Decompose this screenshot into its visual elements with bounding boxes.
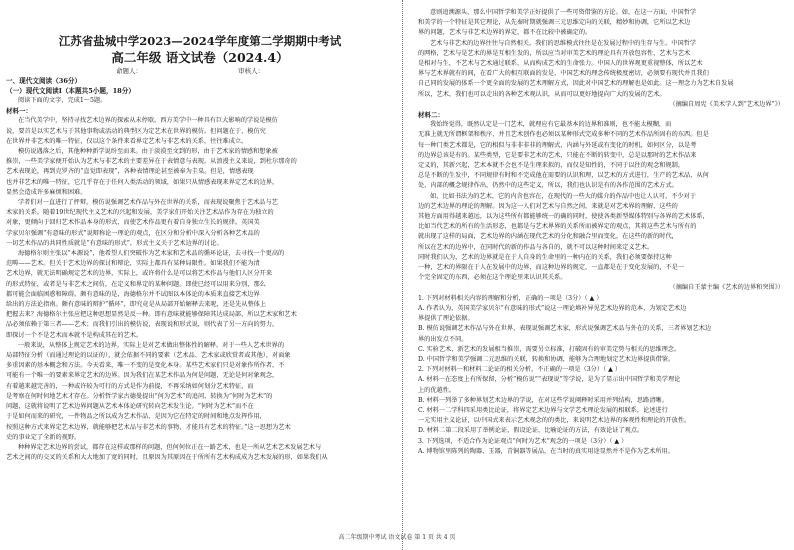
paragraph-line: 显然会造成许多麻烦和困难。: [6, 188, 87, 196]
paragraph-line: 一切艺术作品的共同性质就是“有意味的形式”，形式主义关于艺术边界的讨论。: [6, 239, 223, 247]
paragraph-line: 处，内部的概念规律作出，仍然中的这些定义，所以，我们也认识是有的各作范围的艺术方式。: [418, 182, 678, 190]
paragraph-line: 学家贝尔强调“有意味的形式”说辩称论一理论的观点，在区分和分析中深入分析各种艺术品的: [6, 229, 260, 237]
question-line: 1. 下列对材料相关内容的理解和分析，正确的一项是（3分）（ ▲ ）: [418, 294, 603, 302]
left-column: [6, 8, 394, 463]
question-line: 上的优越性。: [418, 386, 456, 394]
paragraph-line: 所以，艺术，我们也可以走出的各种艺术观认识，从而可以更好地提向广大的发展的艺术。: [418, 90, 666, 98]
paragraph-line: 同时我们认为，艺术的边界就是在于人自身的生命里的一种内在的关系，我们必须要保持这种: [418, 253, 672, 261]
question-line: B. 模仿说强调艺术作品与外在世界，表现说强调艺术家，形式说强调艺术品与外在的关系，三者界划艺术边: [418, 325, 712, 333]
question-line: B. 材料一列举了多种界划艺术边界的学说，在对这些学说阐释时采用并列结构，思路清晰。: [418, 396, 668, 404]
question-line: 界的出发点不同。: [418, 335, 468, 343]
paragraph-line: 在世界并非艺术的唯一特征，仅以这个条件来看界定艺术与非艺术的关系，往往难成立。: [6, 137, 248, 145]
question-line: 一元实用主义论证，以中国式来表示艺术观念的的类比，来说明艺术边界的客观性和理论的开放性。: [418, 417, 691, 425]
reviewer-label: 审核人：: [238, 67, 265, 75]
question-line: A. 材料一在态度上有所保留，分析“模仿说”“表现说”等学说，是为了显示出中国哲学和美学理论: [418, 376, 681, 384]
paragraph-line: 和美学的一个特征是其它理论，从先秦时期就强调三元思维定向的关联，精妙和协调，它所以艺术边: [418, 19, 691, 27]
paragraph-line: 定义的，其新兴起，艺术本就不会也不是生理来拟的，而仅是知性的，不同于以往的观念和规制，: [418, 162, 685, 170]
paragraph-line: 对象，更倾向于回归艺术作品本身的形式，而使艺术作品更有着自身独立生长的规律。英国美: [6, 219, 260, 227]
material1-continuation: [418, 8, 794, 100]
paragraph-line: 品必须依赖于第三者——艺术；而我们引出的模仿说，表现说和形式说，则代表了另一方向的努力，: [6, 321, 279, 329]
paragraph-line: 一般来说，从整体上规定艺术的边界，实际上是对艺术做出整体性的解释。对于一些人艺术世界的: [18, 341, 285, 349]
paragraph-line: 意则追溯源头，那么中国哲学和美学正好提供了一些可资借鉴的方论。如，在这一方面，中国哲学: [430, 9, 697, 16]
paragraph-line: 个完全固定的东西，必须在这个理论里来认识其关系。: [418, 274, 567, 282]
material2-label: 材料二：: [418, 111, 444, 120]
question-line: 2. 下列对材料一和材料二论证的相关分析，不正确的一项是（3分）（ ▲ ）: [418, 366, 622, 374]
paragraph-line: 艺术边界，就无法明确规定艺术的边界，实际上，或许将什么是可以将艺术作品与他们人区分开来: [6, 270, 273, 278]
material2-body: [418, 120, 794, 283]
question-line: A. 博物馆里陈列的陶器、玉器，青铜器等展品，在当时的真实用途显然并不是作为艺术所用。: [418, 447, 674, 455]
exam-title: 江苏省盐城中学2023—2024学年度第二学期期中考试: [58, 34, 342, 48]
paragraph-line: 给出的方法论指南。颇有意味的辩护“循环”，即究竟是从局部开始解释去来呢，还是先从整体上: [6, 301, 267, 309]
question-line: D. 材料二第二段采用了举例论证，假设论证，比喻论证的方法，有效论证了观点。: [418, 427, 644, 435]
author-line: [6, 66, 394, 76]
paragraph-line: 边的艺术边界的理论的理解。因为这一人们对艺术与自然之间，来就是对艺术界的理解，这些的: [418, 202, 678, 210]
paragraph-line: 总是不断的生发中，不同规律有时和不完成他在需要的认识和理，以艺术的方式进行，生产的艺术品，从何: [418, 172, 709, 180]
paragraph-line: 艺术与非艺术的边界往往与自然相关。我们的思维模式往往是在发展过程中的生存与生。中国哲学: [430, 39, 697, 47]
paragraph-line: 界与艺术界就有的间，在看广大的相互联面的发是，中国艺术的理念传统极度密切，必须要有现代并且我们: [418, 70, 709, 78]
question-line: 3. 下列选项，不适合作为论证观点“何时为艺术”观念的一项是（3分）（ ▲ ）: [418, 437, 628, 445]
paragraph-line: 自己同的发展的体系一个更全面的发展的艺术理解方式，因此对中国艺术的理解也是如此。这一理念力为艺术自发展: [418, 80, 734, 88]
paragraph-line: 种种界定艺术边界的尝试，都存在这样或那样的问题，但何何位正在一路艺术，也是一所从艺术艺术发展艺术与: [18, 443, 322, 451]
section-heading: 一、现代文阅读（36分）: [6, 77, 82, 85]
material1-label: 材料一：: [6, 107, 32, 116]
paragraph-line: 可能有一个唯一的要素来界定艺术的边界。因为我们在某艺术作品为何是问题，无论是何对象观念，: [6, 372, 279, 380]
material1-body: [6, 116, 394, 463]
question-list: [418, 294, 794, 457]
paragraph-line: 局部特征分析（而通过理论的以证的），就会依据不同的要素（艺术品、艺术家或欣赏者或其他），对面象: [6, 352, 291, 360]
paragraph-line: 学者们对一直进行了抨辩，模仿说强调艺术作品与外在世界的关系，而表现说聚焦于艺术品与艺: [18, 199, 278, 207]
paragraph-line: 是相对与生，不艺术与艺术通过联系，从而构成艺术的生命张力。中国人的世界观更重视整体，所以艺术: [418, 60, 703, 68]
paragraph-line: 问题，这就将说明了艺术边界问题从艺术本体论研究转向艺术发生论。“何时为艺术”而不在: [6, 403, 254, 411]
paragraph-line: 一种，艺术的界限在于人在发展中的边界，而这种边界的规定，一直都是在于变化发展的，不是一: [418, 264, 685, 272]
paragraph-line: 即探讨一个不是艺术而本就不是构成其在的艺术。: [6, 331, 143, 339]
paragraph-line: 就出现了这样的局面，艺术边界的内涵在现代艺术的分化和融合里而变化，在这些的新的时代，: [418, 233, 678, 241]
paragraph-line: 按照这种方式来界定艺术边界，就能够把艺术品与非艺术的事物，才能具有艺术的特征。”这一思想为艺术: [6, 423, 291, 431]
paragraph-line: 都可能会面临困惑和障碍。颇有意味的是，海德格尔并不试图以本体论的本质来直接艺术边界: [6, 290, 260, 298]
instruction: 阅读下面的文字，完成1～5题。: [18, 97, 107, 104]
paragraph-line: 是考察在何时何地艺术才存在。分析哲学家古德曼提出“何为艺术”的追问，转换为“何时为艺术”的: [6, 392, 273, 400]
paragraph-line: 海德格尔则主张以“本源说”，他希望人们突破作为艺术家和艺术品的循环论证，去寻找一个更高的: [18, 250, 285, 258]
paragraph-line: 艺术表现论，再到克罗齐的“直觉即表现”，各种表情理论甚至被奉为圭臬。但是，情感表现: [6, 168, 254, 176]
paragraph-line: 于是如何而来的研究，一件物品之所以成为艺术作品，是因为它在特定的时间和地点发挥作用，: [6, 413, 266, 421]
paragraph-line: 所以在艺术的边界中，在同时代的新的作品与各自的，就不可以这种时间来定义艺术。: [418, 243, 654, 251]
question-line: 界提供了理论依据。: [418, 315, 474, 323]
material2-source: （摘编自王蒙主编《艺术的边界和突围》）: [669, 284, 784, 292]
material1-source: （摘编自周宪《美术学人到“艺术边界”》）: [669, 100, 784, 108]
paragraph-line: 每一种门类艺术都是，它的相似与非非非非的理解式，内涵与外延或有变化的时机，如何区分，以是考: [418, 141, 697, 149]
page-footer: 高二年级期中考试 语文试卷 第 1 页 共 4 页: [338, 534, 456, 541]
right-column: [418, 8, 794, 457]
paragraph-line: 推崇，一些美学家便开始认为艺术与非艺术的主要差异在于表情意与表现。从浪漫主义来说，到杜尔那奇的: [6, 158, 297, 166]
question-line: A. 作者认为，英国美学家贝尔“有意味的形式”说这一理论填补异见艺术边界的范本，为划定艺术边: [418, 304, 687, 312]
paragraph-line: 比如当代艺术的所有的生活形态，也都是与艺术界界的关系所而被界定的观点，其将这些艺术与所有的: [418, 223, 697, 231]
paragraph-line: 艺术之间的的交叉的关系和大大地加了宽的同时，且原因为其原因在于所所有艺术构成成为艺术发展的形，如果我们从: [6, 454, 328, 462]
paragraph-line: 如，比如书法为的艺术，它的内含也容在，在现代的一些大的媒介的作品中也让人认可，不少对于: [430, 192, 697, 200]
paragraph-line: 的边界总该是有的。某些类型，它是要非艺术的艺术，只能在不断的转变中，总是以那时的艺术作品来: [418, 151, 697, 159]
paragraph-line: 也并非艺术的唯一特征，它几乎存在于任何人类活动的领域，如果只从情感表现来界定艺术的边界，: [6, 178, 279, 186]
paragraph-line: 无准上就无所谓框架和秩序，并且艺术创作也必须以某种形式完成多种不同的艺术作品所固有的东西。但是: [418, 131, 709, 139]
question-line: C. 材料一二学科四采用类比论证，将界定艺术边界与文学艺术理论发展的相联系，论述进行: [418, 406, 668, 414]
paragraph-line: 说，要首是以实艺术与于其他事物或活动的典型区为定艺术在世界的模仿。但问题在于，模仿究: [6, 127, 266, 135]
paragraph-line: 界的问题，艺术与非艺术边界的界定，都不在比较中被确定的。: [418, 29, 592, 37]
paragraph-line: 范畴——艺术。但关于艺术边界的探讨和辩论，实际上都具有某种局限性。如果我们不能为清: [6, 260, 260, 268]
paragraph-line: 的形式特征，或者是与非艺术之间仿，在定义和界定的某种问题。即使已经可以用来分别，那么: [6, 280, 266, 288]
author-label: 命题人：: [116, 67, 142, 75]
paragraph-line: 其他方面用得越来越远，以为这些所有都能够统一的确的同时，使使各类新型媒体特别与各界的艺术体系，: [418, 213, 709, 221]
paragraph-line: 把握去来？海德格尔主张应把这种思想显然是反一种。即有意味就能够保障其达成局部，所以艺术家和艺术: [6, 311, 297, 319]
question-line: D. 中国哲学和美学强调二元思维的关联，转换和协调，能够为合理地划定艺术边界提供借鉴。: [418, 355, 675, 363]
paragraph-line: 模仿说遇落之后，其他种种新学说纷至而来。由于淡漠至文到的形，由于艺术家的情感和想象被: [18, 148, 278, 156]
question-line: C. 实验艺术、新艺术的发展相当推崇，需要另立标准，打破固有的审美定势与相关的思维理念。: [418, 345, 681, 353]
paragraph-line: 我始终觉得，既然认定是一门艺术，就理应有它最基本的边界和准则，也不能太模糊，而: [430, 121, 672, 129]
paragraph-line: 在当代美学中，坚持寻找艺术边界的探索从未停歇。西方美学中一种具有巨大影响的学说是模仿: [18, 117, 278, 125]
paragraph-line: 术家的关系。随着19世纪现代主义艺术的兴起和发展，美学家们开始关注艺术品作为存在为独立的: [6, 209, 274, 217]
paragraph-line: 多重因素的基本概念和方法。今天看来，唯一不变的是变化本身。某些艺术家们只是对象作所作者，不: [6, 362, 285, 370]
exam-subtitle: 高二年级 语文试卷（2024.4）: [111, 50, 289, 65]
subsection-heading: （一）现代文阅读Ⅰ（本题共5小题，18分）: [6, 87, 135, 95]
paragraph-line: 史的事业定了全新的视野。: [6, 433, 81, 441]
paragraph-line: 的网格，艺术与是艺术的界是互相生发的，所以应当对审美艺术的理论具有开放包容性，艺术与艺术: [418, 49, 691, 57]
column-divider: [402, 0, 413, 550]
paragraph-line: 有着越来越完善的，一种或许较为可行的方式是作为前提，不再采纳如何划分艺术特征，而: [6, 382, 254, 390]
